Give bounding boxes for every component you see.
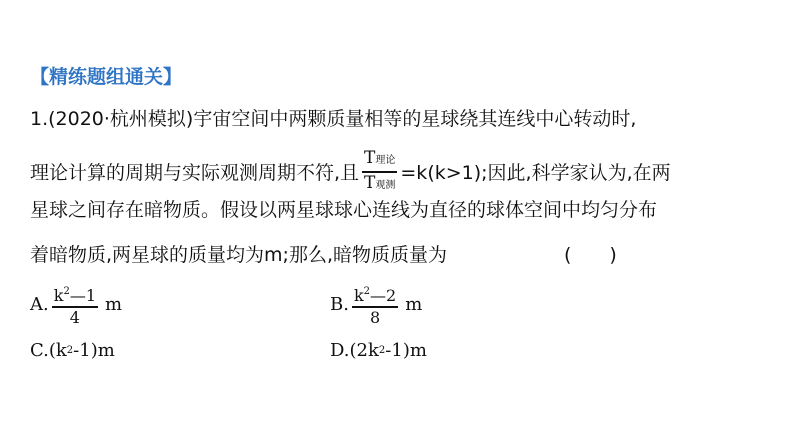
question-line-1: 1.(2020·杭州模拟)宇宙空间中两颗质量相等的星球绕其连线中心转动时, <box>30 108 637 130</box>
option-a-unit: m <box>105 294 123 316</box>
option-c-expr-end: -1)m <box>73 340 115 361</box>
question-line-2-text-after: =k(k>1);因此,科学家认为,在两 <box>400 162 671 185</box>
question-line-4: 着暗物质,两星球的质量均为m;那么,暗物质质量为 <box>30 244 447 266</box>
option-b-num-base: k <box>353 286 364 305</box>
option-d <box>330 340 427 361</box>
answer-parentheses: ( ) <box>564 244 617 266</box>
option-a-numerator <box>52 282 98 306</box>
period-ratio-fraction <box>362 148 397 196</box>
option-d-expr-start: (2k <box>349 340 379 361</box>
section-title: 【精练题组通关】 <box>30 66 183 88</box>
question-line-2-text-before: 理论计算的周期与实际观测周期不符,且 <box>30 162 360 185</box>
option-a-num-base: k <box>53 286 64 305</box>
option-c-label: C. <box>30 340 49 361</box>
option-b-denominator: 8 <box>369 307 381 327</box>
option-c-expr-start: (k <box>48 340 67 361</box>
question-line-2 <box>30 148 671 196</box>
option-c-exponent: 2 <box>66 345 74 356</box>
option-b <box>330 282 422 328</box>
option-a-num-exponent: 2 <box>63 286 70 297</box>
option-b-label: B. <box>330 294 349 316</box>
option-b-num-exponent: 2 <box>363 286 371 297</box>
option-b-fraction <box>352 282 398 328</box>
question-line-3: 星球之间存在暗物质。假设以两星球球心连线为直径的球体空间中均匀分布 <box>30 199 658 221</box>
fraction-denominator <box>362 173 397 196</box>
fraction-numerator <box>362 148 397 171</box>
option-b-unit: m <box>405 294 423 316</box>
denominator-symbol: T <box>364 172 376 193</box>
option-a-fraction <box>52 282 98 328</box>
option-d-expr-end: -1)m <box>385 340 427 361</box>
numerator-symbol: T <box>364 148 376 168</box>
option-b-numerator <box>352 282 398 306</box>
option-a-num-rest: —1 <box>69 286 96 305</box>
option-c <box>30 340 115 361</box>
option-d-label: D. <box>330 340 350 361</box>
option-a <box>30 282 122 328</box>
denominator-subscript: 观测 <box>375 179 396 191</box>
numerator-subscript: 理论 <box>375 155 396 166</box>
option-a-denominator: 4 <box>69 307 80 327</box>
option-a-label: A. <box>30 294 49 316</box>
option-d-exponent: 2 <box>378 345 386 356</box>
option-b-num-rest: —2 <box>370 286 397 305</box>
